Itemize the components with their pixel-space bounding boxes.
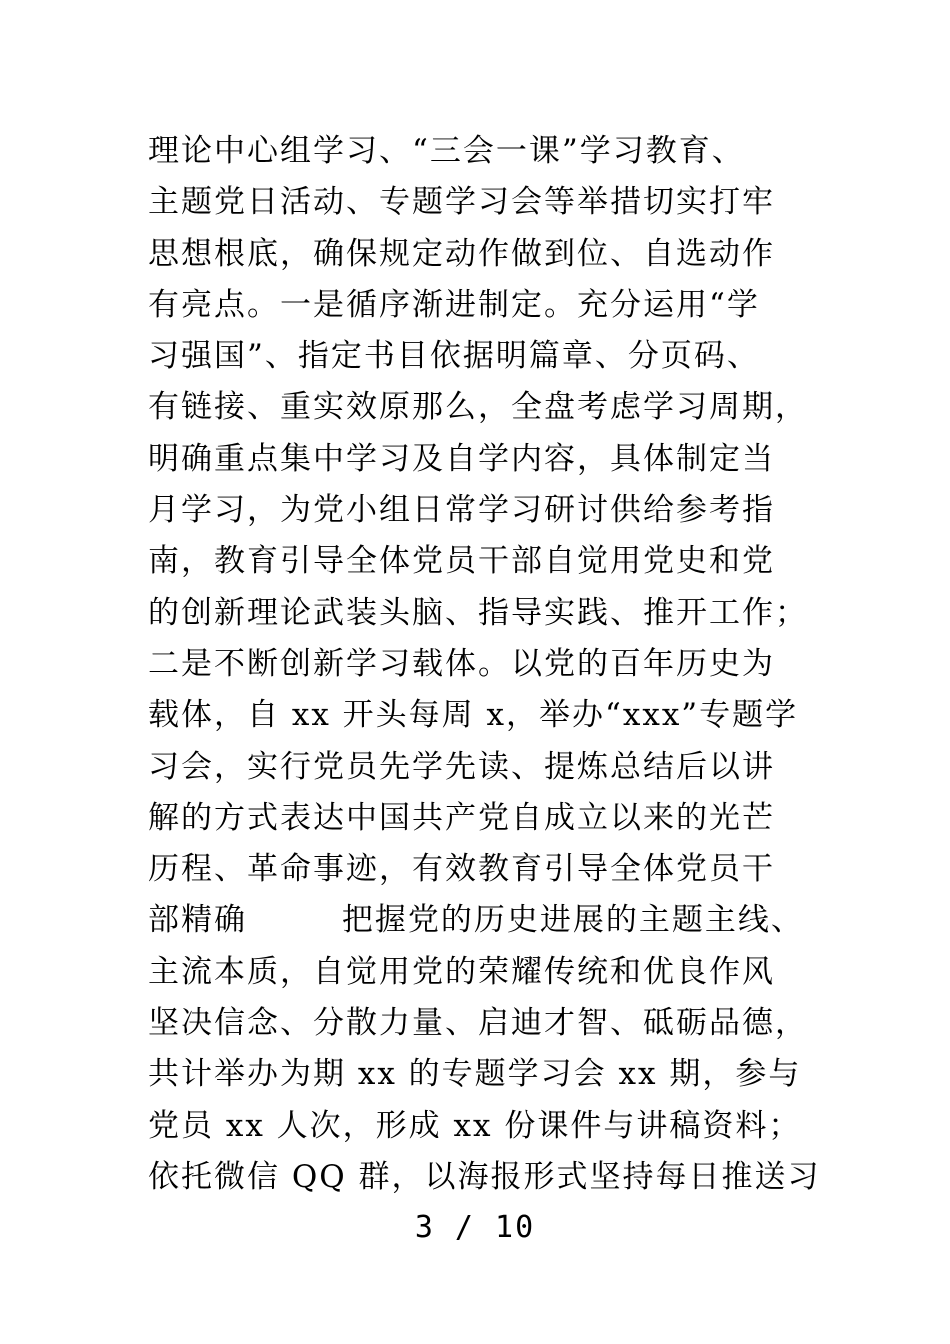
text-line: 明确重点集中学习及自学内容，具体制定当 [148,440,775,477]
body-paragraph [148,126,838,1203]
text-line: 的创新理论武装头脑、指导实践、推开工作； [148,594,808,631]
text-line: 载体，自 xx 开头每周 x，举办“xxx”专题学 [148,697,799,734]
page-number: 3 / 10 [414,1210,536,1245]
text-line: 解的方式表达中国共产党自成立以来的光芒 [148,799,775,836]
text-line: 部精确 把握党的历史进展的主题主线、 [148,902,804,939]
text-line: 二是不断创新学习载体。以党的百年历史为 [148,645,775,682]
text-line: 历程、革命事迹，有效教育引导全体党员干 [148,851,775,888]
text-line: 南，教育引导全体党员干部自觉用党史和党 [148,543,775,580]
text-line: 有链接、重实效原那么，全盘考虑学习周期， [148,389,808,426]
text-line: 习会，实行党员先学先读、提炼总结后以讲 [148,748,775,785]
text-line: 党员 xx 人次，形成 xx 份课件与讲稿资料； [148,1107,802,1144]
text-line: 有亮点。一是循序渐进制定。充分运用“学 [148,286,760,323]
text-line: 依托微信 QQ 群，以海报形式坚持每日推送习 [148,1158,821,1195]
text-line: 习强国”、指定书目依据明篇章、分页码、 [148,338,760,375]
text-line: 思想根底，确保规定动作做到位、自选动作 [148,235,775,272]
text-line: 主流本质，自觉用党的荣耀传统和优良作风 [148,953,775,990]
text-line: 共计举办为期 xx 的专题学习会 xx 期，参与 [148,1056,802,1093]
text-line: 坚决信念、分散力量、启迪才智、砥砺品德， [148,1005,808,1042]
text-line: 月学习，为党小组日常学习研讨供给参考指 [148,492,775,529]
text-line: 理论中心组学习、“三会一课”学习教育、 [148,133,745,169]
text-line: 主题党日活动、专题学习会等举措切实打牢 [148,184,775,221]
